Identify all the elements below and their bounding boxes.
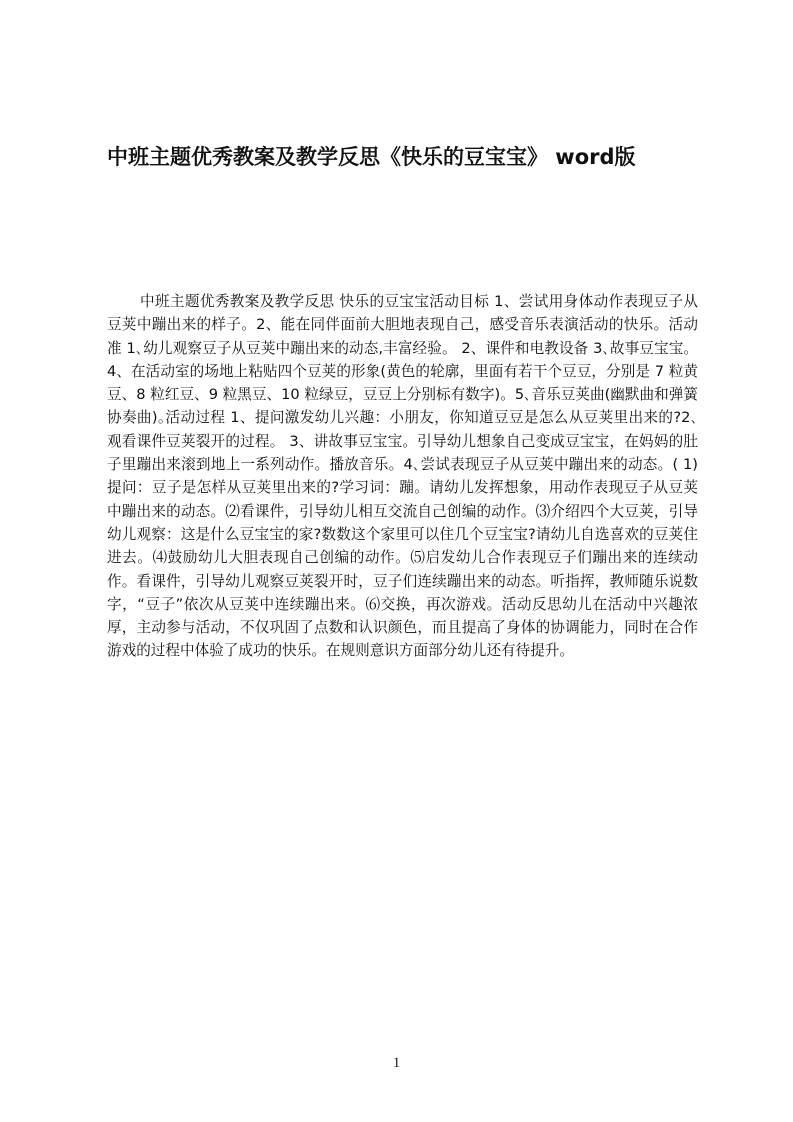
page-number: 1 (392, 1055, 401, 1071)
document-body: 中班主题优秀教案及教学反思 快乐的豆宝宝活动目标 1、尝试用身体动作表现豆子从豆荚中蹦出来的样子。2、能在同伴面前大胆地表现自己，感受音乐表演活动的快乐。活动准 1､幼儿观察豆子从豆荚中蹦出来的动态,丰富经验。 2、课件和电教设备 3､故事豆宝宝。 4、在活动室的场地上粘贴四个豆荚的形象(黄色的轮廓，里面有若干个豆豆，分别是 7 粒黄豆、8 粒红豆、9 粒黑豆、10 粒绿豆，豆豆上分别标有数字)。5､音乐豆荚曲(幽默曲和弹簧协奏曲)｡活动过程 1、提问激发幼儿兴趣：小朋友，你知道豆豆是怎么从豆荚里出来的?2､观看课件豆荚裂开的过程。 3、讲故事豆宝宝。引导幼儿想象自己变成豆宝宝，在妈妈的肚子里蹦出来滚到地上一系列动作。播放音乐。4､尝试表现豆子从豆荚中蹦出来的动态。( 1) 提问：豆子是怎样从豆荚里出来的?学习词：蹦。请幼儿发挥想象，用动作表现豆子从豆荚中蹦出来的动态。⑵看课件，引导幼儿相互交流自己创编的动作。⑶介绍四个大豆荚，引导幼儿观察：这是什么豆宝宝的家?数数这个家里可以住几个豆宝宝?请幼儿自选喜欢的豆荚住进去。⑷鼓励幼儿大胆表现自己创编的动作。⑸启发幼儿合作表现豆子们蹦出来的连续动作。看课件，引导幼儿观察豆荚裂开时，豆子们连续蹦出来的动态。听指挥，教师随乐说数字，“豆子”依次从豆荚中连续蹦出来。⑹交换，再次游戏。活动反思幼儿在活动中兴趣浓厚，主动参与活动，不仅巩固了点数和认识颜色，而且提高了身体的协调能力，同时在合作游戏的过程中体验了成功的快乐。在规则意识方面部分幼儿还有待提升。 (107, 293, 698, 660)
document-title: 中班主题优秀教案及教学反思《快乐的豆宝宝》 word版 (107, 145, 636, 169)
